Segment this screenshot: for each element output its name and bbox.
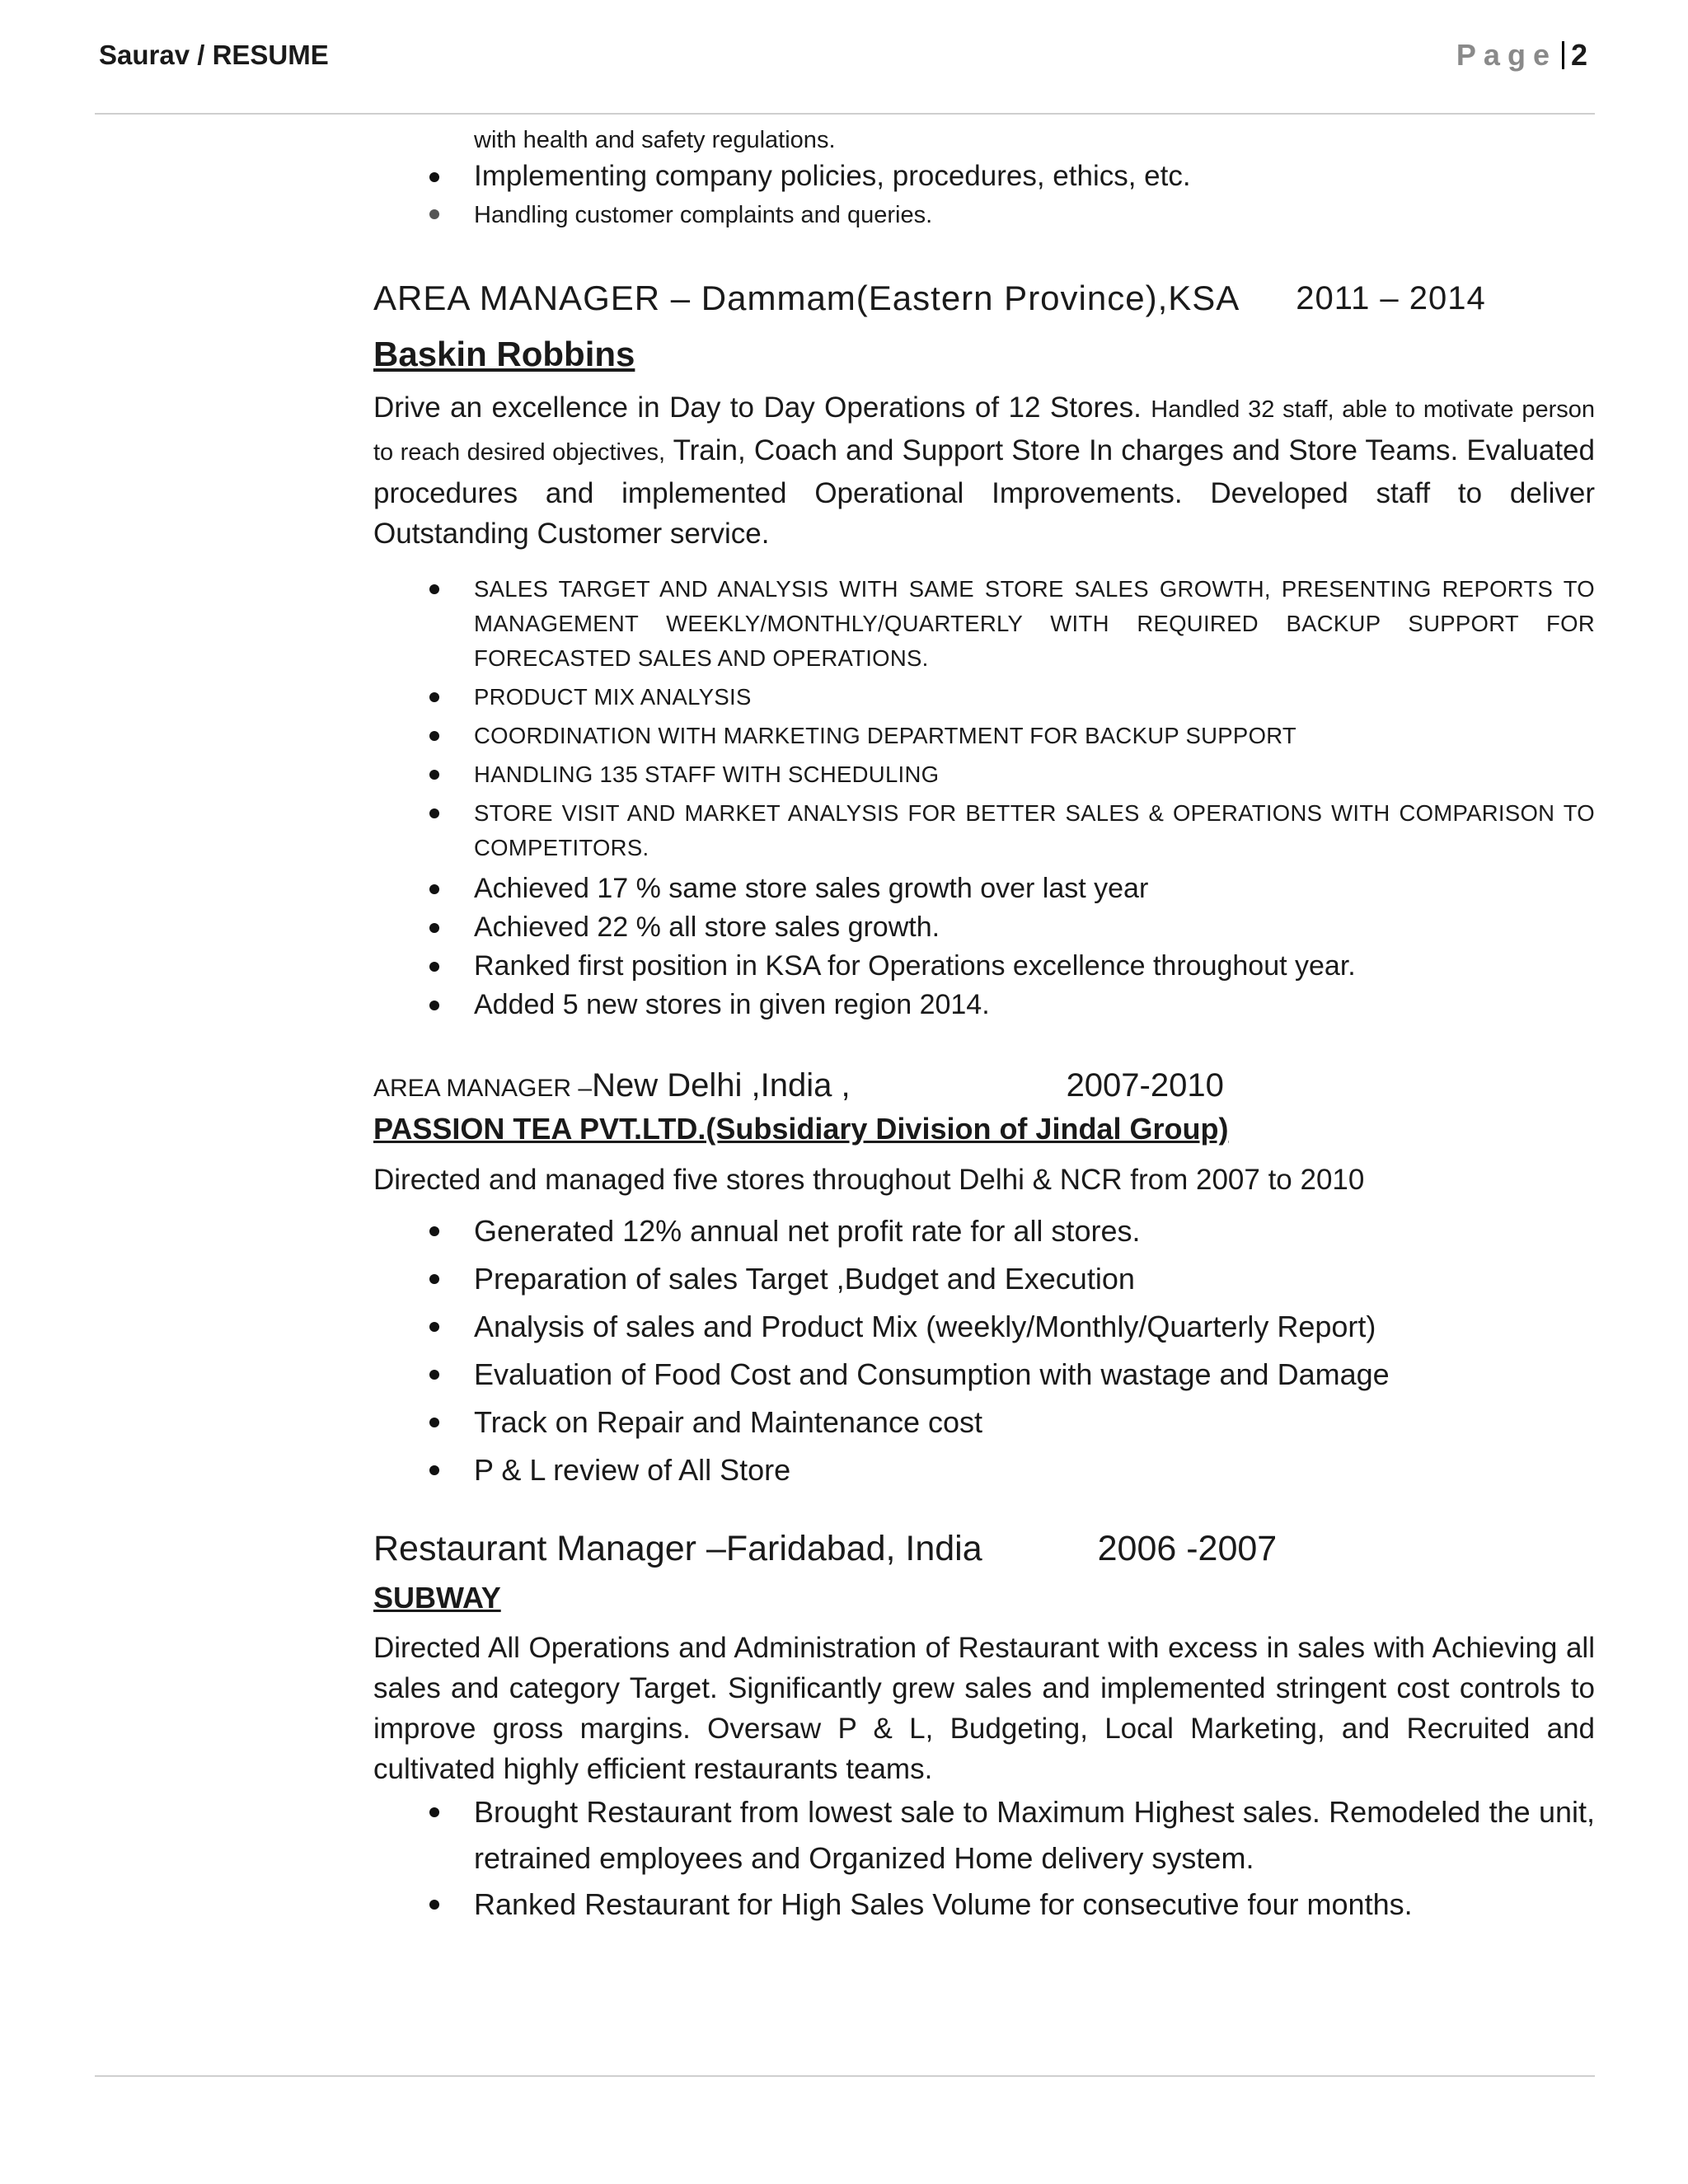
summary-part: Train, Coach and Support Store In charges and Store Teams. Evaluated procedures and implemented Operational Improvements. Developed staff to deliver Outstanding Customer service. [373, 434, 1595, 550]
list-item: Implementing company policies, procedures, ethics, etc. [373, 157, 1595, 196]
job-summary-1 [373, 387, 1595, 554]
list-item: Analysis of sales and Product Mix (weekly/Monthly/Quarterly Report) [373, 1303, 1595, 1351]
job-years: 2011 – 2014 [1296, 280, 1486, 316]
company-name-2: PASSION TEA PVT.LTD.(Subsidiary Division of Jindal Group) [373, 1112, 1229, 1146]
continued-list [373, 157, 1595, 234]
header-rule [95, 113, 1595, 115]
job-location: New Delhi ,India , [592, 1067, 851, 1104]
list-item: COORDINATION WITH MARKETING DEPARTMENT FOR BACKUP SUPPORT [373, 719, 1595, 753]
company-name-3: SUBWAY [373, 1581, 501, 1615]
list-item: STORE VISIT AND MARKET ANALYSIS FOR BETTER SALES & OPERATIONS WITH COMPARISON TO COMPETITORS. [373, 796, 1595, 865]
summary-part: Handled 32 staff, able to motivate person to reach desired objectives, [373, 396, 1595, 466]
duties-list [373, 572, 1595, 865]
job-years: 2006 -2007 [1097, 1529, 1278, 1568]
summary-part: Drive an excellence in Day to Day Operations of 12 Stores. [373, 391, 1142, 424]
job-title-text: AREA MANAGER – Dammam(Eastern Province),KSA [373, 279, 1240, 317]
list-item: Brought Restaurant from lowest sale to Maximum Highest sales. Remodeled the unit, retrained employees and Organized Home delivery system. [373, 1789, 1595, 1882]
list-item: Preparation of sales Target ,Budget and Execution [373, 1255, 1595, 1303]
list-item: HANDLING 135 STAFF WITH SCHEDULING [373, 757, 1595, 792]
list-item: Ranked Restaurant for High Sales Volume for consecutive four months. [373, 1882, 1595, 1928]
achievements-list [373, 869, 1595, 1024]
page-label: Page [1456, 38, 1557, 72]
list-item: Generated 12% annual net profit rate for all stores. [373, 1207, 1595, 1255]
job-summary-2: Directed and managed five stores throughout Delhi & NCR from 2007 to 2010 [373, 1164, 1365, 1196]
resume-body [373, 124, 1595, 1928]
page-divider [1562, 41, 1564, 69]
job-title-prefix: AREA MANAGER – [373, 1075, 593, 1102]
page-number: 2 [1570, 38, 1587, 72]
list-item: Evaluation of Food Cost and Consumption with wastage and Damage [373, 1351, 1595, 1399]
continued-line: with health and safety regulations. [474, 127, 836, 153]
job-title-3 [373, 1526, 1595, 1572]
list-item: Achieved 22 % all store sales growth. [373, 908, 1595, 947]
list-item: Ranked first position in KSA for Operations excellence throughout year. [373, 947, 1595, 986]
list-item: Handling customer complaints and queries. [373, 196, 1595, 234]
job3-list [373, 1789, 1595, 1928]
footer-rule [95, 2075, 1595, 2077]
list-item: PRODUCT MIX ANALYSIS [373, 680, 1595, 715]
job-title-2 [373, 1064, 1595, 1110]
job-years: 2007-2010 [1066, 1067, 1224, 1104]
list-item: Added 5 new stores in given region 2014. [373, 986, 1595, 1024]
header-title: Saurav / RESUME [99, 40, 329, 70]
list-item: SALES TARGET AND ANALYSIS WITH SAME STORE SALES GROWTH, PRESENTING REPORTS TO MANAGEMENT WEEKLY/MONTHLY/QUARTERLY WITH REQUIRED BACKUP SUPPORT FOR FORECASTED SALES AND OPERATIONS. [373, 572, 1595, 676]
job-summary-3: Directed All Operations and Administration of Restaurant with excess in sales with Achieving all sales and category Target. Significantly grew sales and implemented stringent cost controls to improve gross margins. Oversaw P & L, Budgeting, Local Marketing, and Recruited and cultivated highly efficient restaurants teams. [373, 1632, 1595, 1785]
list-item: Achieved 17 % same store sales growth over last year [373, 869, 1595, 908]
company-name-1: Baskin Robbins [373, 335, 635, 373]
job-title-text: Restaurant Manager –Faridabad, India [373, 1529, 982, 1568]
page-indicator [1456, 38, 1587, 73]
list-item: Track on Repair and Maintenance cost [373, 1399, 1595, 1446]
job-title-1 [373, 275, 1595, 321]
list-item: P & L review of All Store [373, 1446, 1595, 1494]
job2-list [373, 1207, 1595, 1494]
